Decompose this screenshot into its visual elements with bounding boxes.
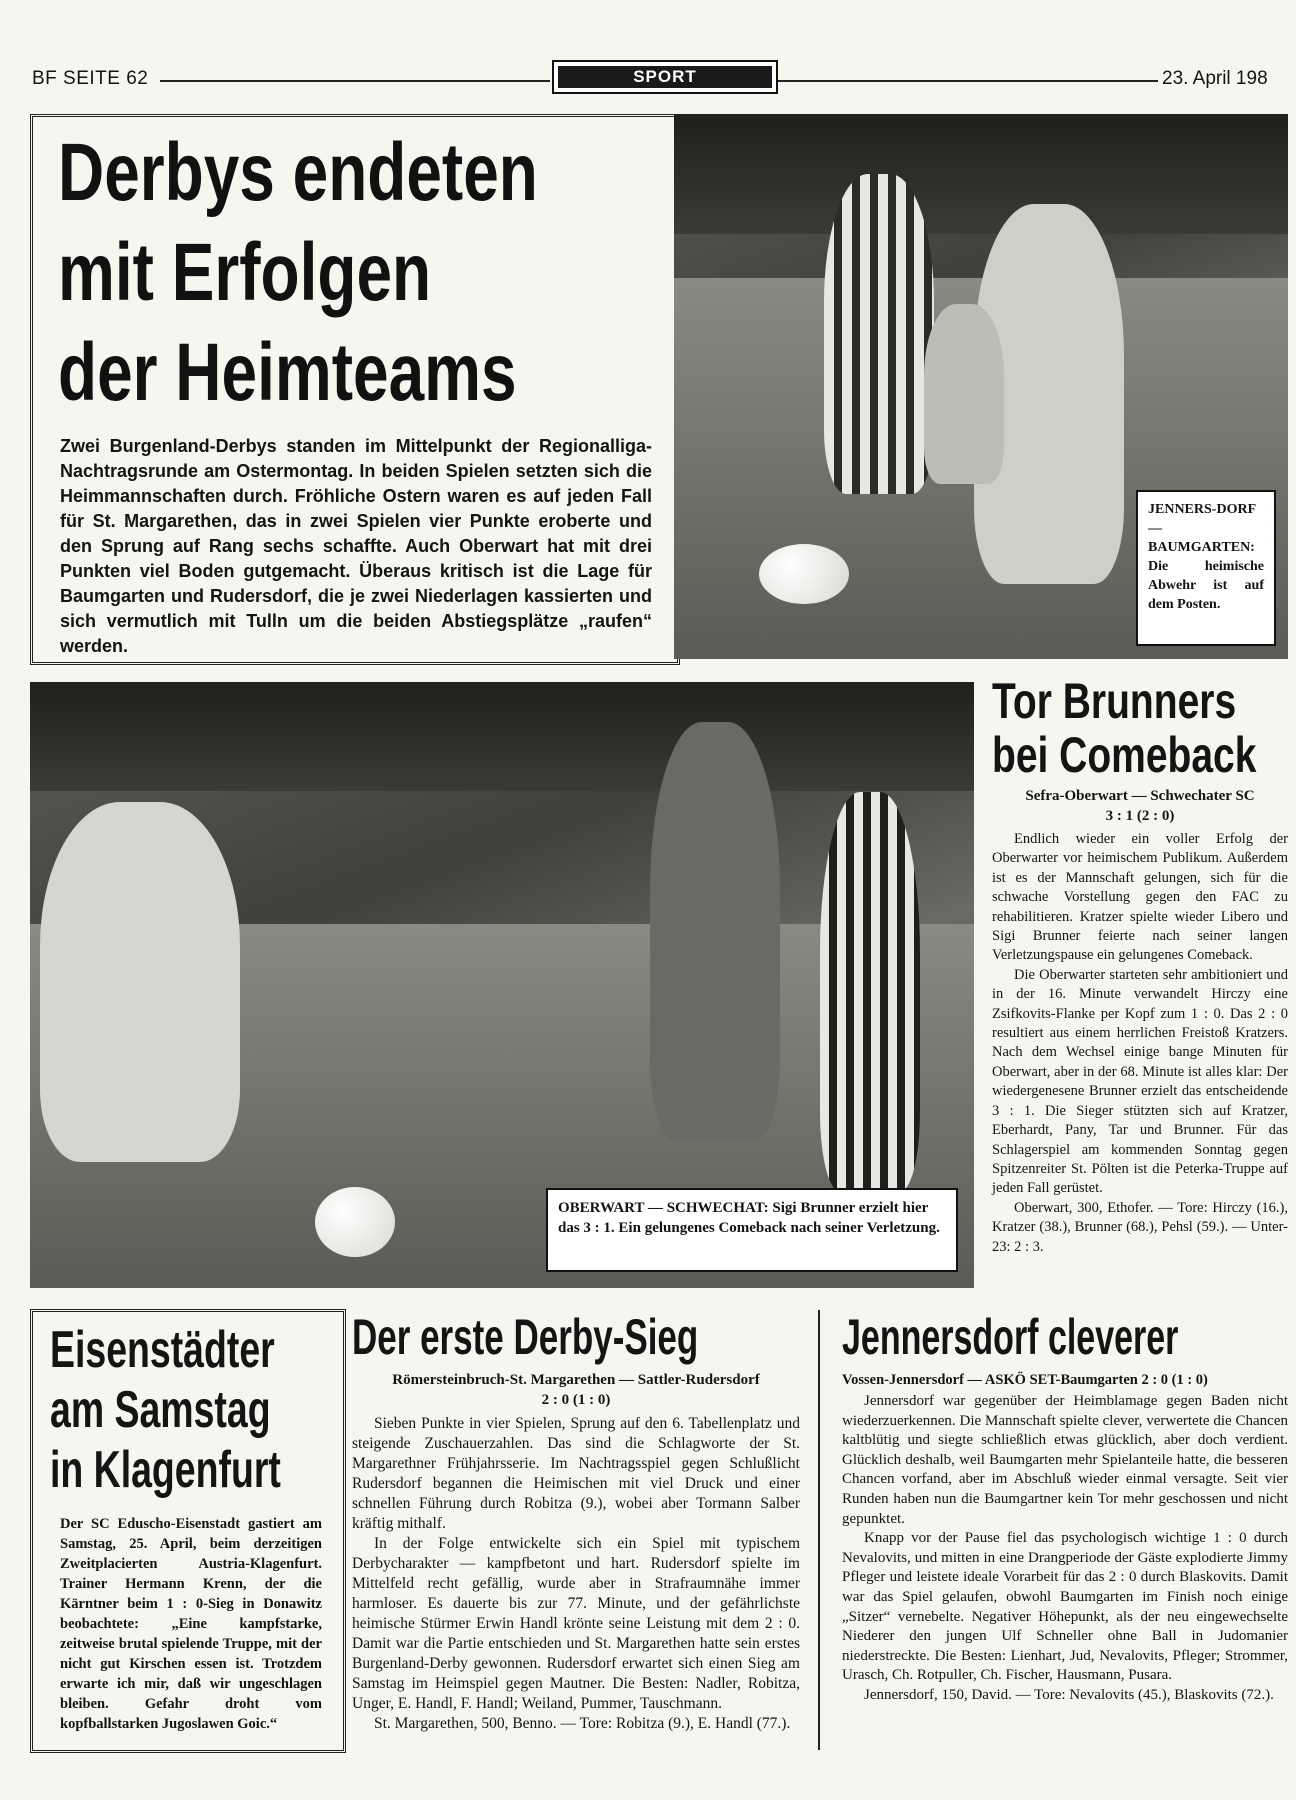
brunner-headline-line-1: Tor Brunners xyxy=(992,673,1237,729)
derby-paragraph-2: In der Folge entwickelte sich ein Spiel mit typischem Derbycharakter — kampfbetont und hart. Rudersdorf spielte im Mittelfeld recht gefällig, wurde aber in Strafraumnähe immer harmloser. Es dauerte bis zur 77. Minute, und der gefährlichste heimische Stürmer Erwin Handl krönte seine Leistung mit dem 2 : 0. Damit war die Partie entschieden und St. Margarethen hatte sein erstes Burgenland-Derby gewonnen. Rudersdorf erwartet sich einen Sieg am Samstag im Heimspiel gegen Mautner. Die Besten: Nadler, Robitza, Unger, E. Handl, F. Handl; Weiland, Pummer, Tauschmann. xyxy=(352,1535,800,1712)
brunner-paragraph-2: Die Oberwarter starteten sehr ambitioniert und in der 16. Minute verwandelt Hirczy eine Zsifkovits-Flanke per Kopf zum 1 : 0. Das 2 : 0 resultiert aus einem herrlichen Freistoß Kratzers. Nach dem Wechsel einige bange Minuten für Oberwart, aber in der 68. Minute ist alles klar: Der wiedergenesene Brunner erzielt das entscheidende 3 : 1. Die Sieger stützten sich auf Kratzer, Eberhardt, Pany, Tar und Brunner. Für das Schlagerspiel am kommenden Sonntag gegen Spitzenreiter St. Pölten ist die Peterka-Truppe auf jeden Fall gerüstet. xyxy=(992,966,1288,1197)
jenners-paragraph-3: Jennersdorf, 150, David. — Tore: Nevalovits (45.), Blaskovits (72.). xyxy=(864,1686,1274,1703)
brunner-paragraph-1: Endlich wieder ein voller Erfolg der Oberwarter vor heimischem Publikum. Außerdem ist es der Mannschaft gelungen, sich für die schwache Vorstellung gegen den FAC zu rehabilitieren. Kratzer spielte wieder Libero und Sigi Brunner feierte nach seiner langen Verletzungspause ein gelungenes Comeback. xyxy=(992,831,1288,964)
jenners-headline: Jennersdorf cleverer xyxy=(842,1309,1179,1365)
section-label: SPORT xyxy=(558,66,772,88)
header-rule-right xyxy=(778,80,1158,82)
brunner-match-line-1: Sefra-Oberwart — Schwechater SC xyxy=(1025,788,1255,804)
main-headline-line-1: Derbys endeten xyxy=(58,127,538,218)
eisen-headline-line-3: in Klagenfurt xyxy=(50,1441,281,1499)
photo-caption-1: JENNERS-DORF — BAUMGARTEN: Die heimische Abwehr ist auf dem Posten. xyxy=(1136,490,1276,646)
brunner-article-body xyxy=(992,830,1288,1257)
photo-caption-2: OBERWART — SCHWECHAT: Sigi Brunner erzielt hier das 3 : 1. Ein gelungenes Comeback nach seiner Verletzung. xyxy=(546,1188,958,1272)
issue-date: 23. April 198 xyxy=(1162,68,1268,89)
jenners-paragraph-1: Jennersdorf war gegenüber der Heimblamage gegen Baden nicht wiederzuerkennen. Die Mannschaft spielte clever, verwertete die Chancen kaltblütig und siegte schließlich etwas glücklich, aber doch verdient. Glücklich deshalb, weil Baumgarten mehr Spielanteile hatte, die besseren Chancen vorfand, aber im Abschluß wieder einmal versagte. Seit vier Runden haben nun die Baumgartner kein Tor mehr geschossen und nicht gepunktet. xyxy=(842,1393,1288,1527)
jenners-article-body xyxy=(842,1392,1288,1706)
derby-paragraph-1: Sieben Punkte in vier Spielen, Sprung auf den 6. Tabellenplatz und steigende Zuschauerzahlen. Das sind die Schlagworte der St. Margarethner Frühjahrsserie. Im Nachtragsspiel gegen Schlußlicht Rudersdorf begannen die Heimischen mit viel Druck und einer schnellen Führung durch Robitza (9.), wobei aber Tormann Salber kräftig mithalf. xyxy=(352,1415,800,1532)
eisen-body: Der SC Eduscho-Eisenstadt gastiert am Samstag, 25. April, beim derzeitigen Zweitplacierten Austria-Klagenfurt. Trainer Hermann Krenn, der die Kärntner beim 1 : 0-Sieg in Donawitz beobachtete: „Eine kampfstarke, zeitweise brutal spielende Truppe, mit der nicht gut Kirschen essen ist. Trotzdem erwarte ich mir, daß wir ungeschlagen bleiben. Gefahr droht vom kopfballstarken Jugoslawen Goic.“ xyxy=(60,1516,322,1732)
jenners-paragraph-2: Knapp vor der Pause fiel das psychologisch wichtige 1 : 0 durch Nevalovits, und mitten in eine Drangperiode der Gäste explodierte Jimmy Pfleger und leistete ideale Vorarbeit für das 2 : 0 durch Blaskovits. Damit war das Spiel gelaufen, obwohl Baumgarten im Finish noch einige „Sitzer“ vernebelte. Negativer Höhepunkt, als der neu eingewechselte Niederer den jungen Ulf Schneller ohne Ball in Judomanier niederstreckte. Die Besten: Lienhart, Jud, Nevalovits, Pfleger; Strommer, Urasch, Ch. Rotpuller, Ch. Fischer, Hausmann, Pusara. xyxy=(842,1530,1288,1684)
jenners-match: Vossen-Jennersdorf — ASKÖ SET-Baumgarten 2 : 0 (1 : 0) xyxy=(842,1372,1208,1388)
header-rule-left xyxy=(160,80,550,82)
brunner-match-result: 3 : 1 (2 : 0) xyxy=(1105,808,1175,824)
main-headline-line-3: der Heimteams xyxy=(58,327,517,418)
derby-paragraph-3: St. Margarethen, 500, Benno. — Tore: Robitza (9.), E. Handl (77.). xyxy=(374,1715,791,1732)
eisen-headline-line-1: Eisenstädter xyxy=(50,1321,275,1379)
derby-match-result: 2 : 0 (1 : 0) xyxy=(541,1392,611,1408)
derby-headline: Der erste Derby-Sieg xyxy=(352,1309,699,1365)
derby-match-line-1: Römersteinbruch-St. Margarethen — Sattler-Rudersdorf xyxy=(392,1372,760,1388)
derby-article-body xyxy=(352,1414,800,1734)
main-lead-paragraph: Zwei Burgenland-Derbys standen im Mittelpunkt der Regionalliga-Nachtragsrunde am Ostermontag. In beiden Spielen setzten sich die Heimmannschaften durch. Fröhliche Ostern waren es auf jeden Fall für St. Margarethen, das in zwei Spielen vier Punkte eroberte und den Sprung auf Rang sechs schaffte. Auch Oberwart hat mit drei Punkten viel Boden gutgemacht. Überaus kritisch ist die Lage für Baumgarten und Rudersdorf, die je zwei Niederlagen kassierten und sich vermutlich mit Tulln um die beiden Abstiegsplätze „raufen“ werden. xyxy=(60,436,652,656)
main-headline-line-2: mit Erfolgen xyxy=(58,227,432,318)
column-divider xyxy=(818,1310,820,1750)
page-number: BF SEITE 62 xyxy=(32,68,149,89)
brunner-paragraph-3: Oberwart, 300, Ethofer. — Tore: Hirczy (16.), Kratzer (38.), Brunner (68.), Pehsl (59.). — Unter-23: 2 : 3. xyxy=(992,1199,1288,1255)
brunner-headline-line-2: bei Comeback xyxy=(992,727,1257,783)
section-label-box xyxy=(552,60,778,94)
eisen-headline-line-2: am Samstag xyxy=(50,1381,271,1439)
